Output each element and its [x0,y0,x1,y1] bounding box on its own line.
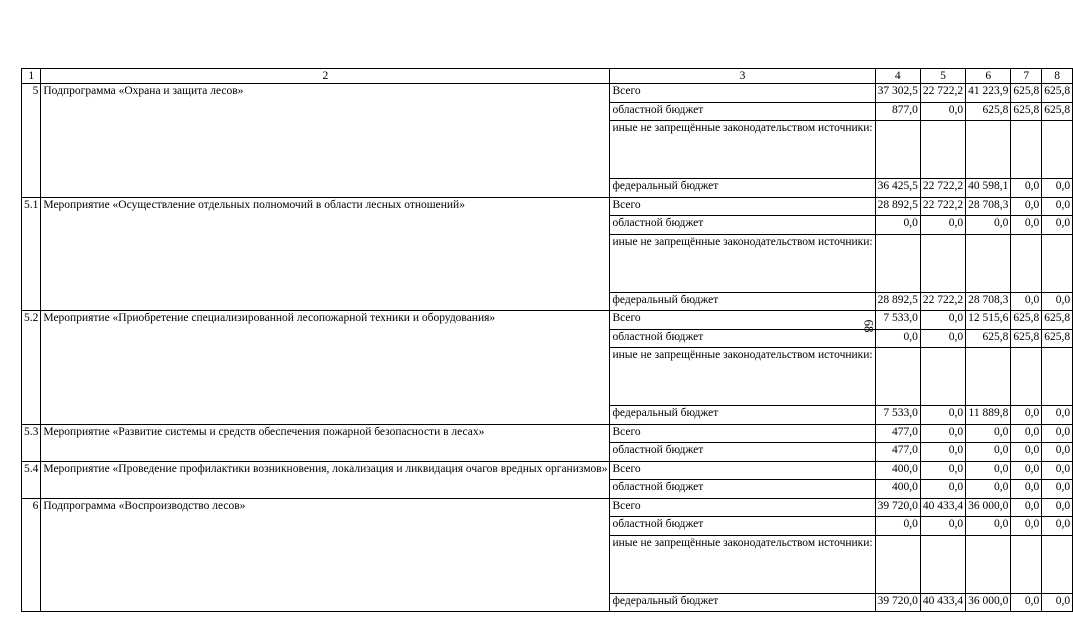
header-cell: 7 [1011,69,1042,84]
header-cell: 1 [22,69,41,84]
amount-cell [966,234,1011,292]
amount-cell: 0,0 [1042,424,1073,443]
amount-cell: 625,8 [1011,102,1042,121]
amount-cell [1011,348,1042,406]
amount-cell: 22 722,2 [920,179,965,198]
amount-cell [1042,121,1073,179]
funding-source-cell: Всего [610,197,875,216]
amount-cell: 877,0 [875,102,920,121]
amount-cell: 625,8 [1042,84,1073,103]
funding-source-cell: Всего [610,311,875,330]
amount-cell: 28 708,3 [966,197,1011,216]
program-title-cell: Мероприятие «Проведение профилактики возникновения, локализация и ликвидация очагов вредных организмов» [41,461,610,498]
table-row [22,197,1073,216]
funding-source-cell: областной бюджет [610,216,875,235]
funding-source-cell: иные не запрещённые законодательством источники: [610,121,875,179]
amount-cell: 0,0 [920,406,965,425]
amount-cell [875,234,920,292]
amount-cell: 625,8 [1042,102,1073,121]
amount-cell: 0,0 [966,424,1011,443]
amount-cell: 0,0 [966,517,1011,536]
amount-cell: 28 892,5 [875,197,920,216]
amount-cell: 0,0 [1011,406,1042,425]
table-row [22,461,1073,480]
program-title-cell: Мероприятие «Развитие системы и средств обеспечения пожарной безопасности в лесах» [41,424,610,461]
amount-cell: 0,0 [1011,216,1042,235]
row-number-cell: 5.4 [22,461,41,498]
amount-cell: 625,8 [1011,84,1042,103]
table-row [22,84,1073,103]
amount-cell: 22 722,2 [920,84,965,103]
amount-cell: 0,0 [1042,461,1073,480]
header-cell: 8 [1042,69,1073,84]
amount-cell: 0,0 [920,517,965,536]
amount-cell: 400,0 [875,480,920,499]
amount-cell: 0,0 [1042,406,1073,425]
amount-cell: 625,8 [1011,311,1042,330]
amount-cell [875,348,920,406]
page-number: 68 [861,319,877,333]
amount-cell [920,121,965,179]
amount-cell [920,348,965,406]
amount-cell: 0,0 [966,443,1011,462]
amount-cell: 0,0 [1011,443,1042,462]
funding-source-cell: областной бюджет [610,517,875,536]
amount-cell: 0,0 [1042,517,1073,536]
amount-cell: 0,0 [920,102,965,121]
amount-cell: 36 425,5 [875,179,920,198]
amount-cell: 0,0 [1011,517,1042,536]
amount-cell: 40 433,4 [920,593,965,612]
funding-source-cell: иные не запрещённые законодательством источники: [610,234,875,292]
amount-cell: 40 598,1 [966,179,1011,198]
amount-cell: 36 000,0 [966,498,1011,517]
amount-cell: 0,0 [1011,461,1042,480]
amount-cell: 477,0 [875,424,920,443]
amount-cell: 41 223,9 [966,84,1011,103]
row-number-cell: 5.2 [22,311,41,425]
header-cell: 4 [875,69,920,84]
amount-cell: 0,0 [1042,216,1073,235]
funding-source-cell: федеральный бюджет [610,406,875,425]
header-cell: 6 [966,69,1011,84]
amount-cell: 22 722,2 [920,197,965,216]
table-row [22,311,1073,330]
amount-cell: 477,0 [875,443,920,462]
amount-cell: 625,8 [966,102,1011,121]
amount-cell: 0,0 [920,424,965,443]
funding-source-cell: Всего [610,424,875,443]
row-number-cell: 6 [22,498,41,612]
amount-cell [1011,121,1042,179]
amount-cell: 400,0 [875,461,920,480]
amount-cell [966,535,1011,593]
amount-cell: 0,0 [920,461,965,480]
budget-table [21,68,1073,612]
funding-source-cell: Всего [610,498,875,517]
funding-source-cell: федеральный бюджет [610,179,875,198]
amount-cell: 0,0 [920,480,965,499]
program-title-cell: Подпрограмма «Охрана и защита лесов» [41,84,610,198]
header-cell: 2 [41,69,610,84]
amount-cell: 625,8 [1011,329,1042,348]
program-title-cell: Мероприятие «Осуществление отдельных полномочий в области лесных отношений» [41,197,610,311]
funding-source-cell: Всего [610,461,875,480]
amount-cell: 39 720,0 [875,593,920,612]
amount-cell [875,535,920,593]
funding-source-cell: иные не запрещённые законодательством источники: [610,348,875,406]
header-cell: 3 [610,69,875,84]
funding-source-cell: федеральный бюджет [610,593,875,612]
amount-cell [966,121,1011,179]
amount-cell [920,234,965,292]
table-row [22,424,1073,443]
amount-cell: 0,0 [1042,179,1073,198]
funding-source-cell: иные не запрещённые законодательством источники: [610,535,875,593]
amount-cell: 28 892,5 [875,292,920,311]
amount-cell: 0,0 [1011,593,1042,612]
amount-cell: 11 889,8 [966,406,1011,425]
amount-cell: 0,0 [1011,179,1042,198]
funding-source-cell: областной бюджет [610,480,875,499]
amount-cell: 0,0 [1042,480,1073,499]
amount-cell [875,121,920,179]
amount-cell [1011,535,1042,593]
program-title-cell: Подпрограмма «Воспроизводство лесов» [41,498,610,612]
amount-cell: 625,8 [966,329,1011,348]
amount-cell: 22 722,2 [920,292,965,311]
amount-cell: 0,0 [920,443,965,462]
amount-cell: 0,0 [920,329,965,348]
amount-cell [1042,234,1073,292]
row-number-cell: 5.1 [22,197,41,311]
amount-cell: 0,0 [875,329,920,348]
amount-cell: 0,0 [1011,292,1042,311]
amount-cell: 0,0 [920,216,965,235]
amount-cell: 39 720,0 [875,498,920,517]
amount-cell: 0,0 [1011,498,1042,517]
amount-cell: 28 708,3 [966,292,1011,311]
amount-cell: 7 533,0 [875,406,920,425]
amount-cell: 0,0 [966,461,1011,480]
amount-cell: 0,0 [1042,443,1073,462]
amount-cell: 625,8 [1042,311,1073,330]
table-row [22,498,1073,517]
amount-cell [1011,234,1042,292]
funding-source-cell: федеральный бюджет [610,292,875,311]
amount-cell: 0,0 [1042,292,1073,311]
amount-cell [920,535,965,593]
funding-source-cell: областной бюджет [610,102,875,121]
amount-cell: 0,0 [1011,480,1042,499]
amount-cell: 0,0 [966,216,1011,235]
row-number-cell: 5.3 [22,424,41,461]
amount-cell: 7 533,0 [875,311,920,330]
amount-cell: 0,0 [1042,498,1073,517]
amount-cell [966,348,1011,406]
header-cell: 5 [920,69,965,84]
funding-source-cell: Всего [610,84,875,103]
amount-cell: 0,0 [875,517,920,536]
amount-cell: 36 000,0 [966,593,1011,612]
amount-cell: 37 302,5 [875,84,920,103]
funding-source-cell: областной бюджет [610,443,875,462]
row-number-cell: 5 [22,84,41,198]
amount-cell: 0,0 [966,480,1011,499]
amount-cell: 40 433,4 [920,498,965,517]
amount-cell: 625,8 [1042,329,1073,348]
amount-cell [1042,535,1073,593]
amount-cell: 0,0 [875,216,920,235]
program-title-cell: Мероприятие «Приобретение специализированной лесопожарной техники и оборудования» [41,311,610,425]
amount-cell: 0,0 [1042,197,1073,216]
amount-cell: 0,0 [1011,197,1042,216]
funding-source-cell: областной бюджет [610,329,875,348]
table-body [22,69,1073,612]
amount-cell [1042,348,1073,406]
amount-cell: 0,0 [920,311,965,330]
amount-cell: 0,0 [1042,593,1073,612]
amount-cell: 12 515,6 [966,311,1011,330]
amount-cell: 0,0 [1011,424,1042,443]
header-row [22,69,1073,84]
